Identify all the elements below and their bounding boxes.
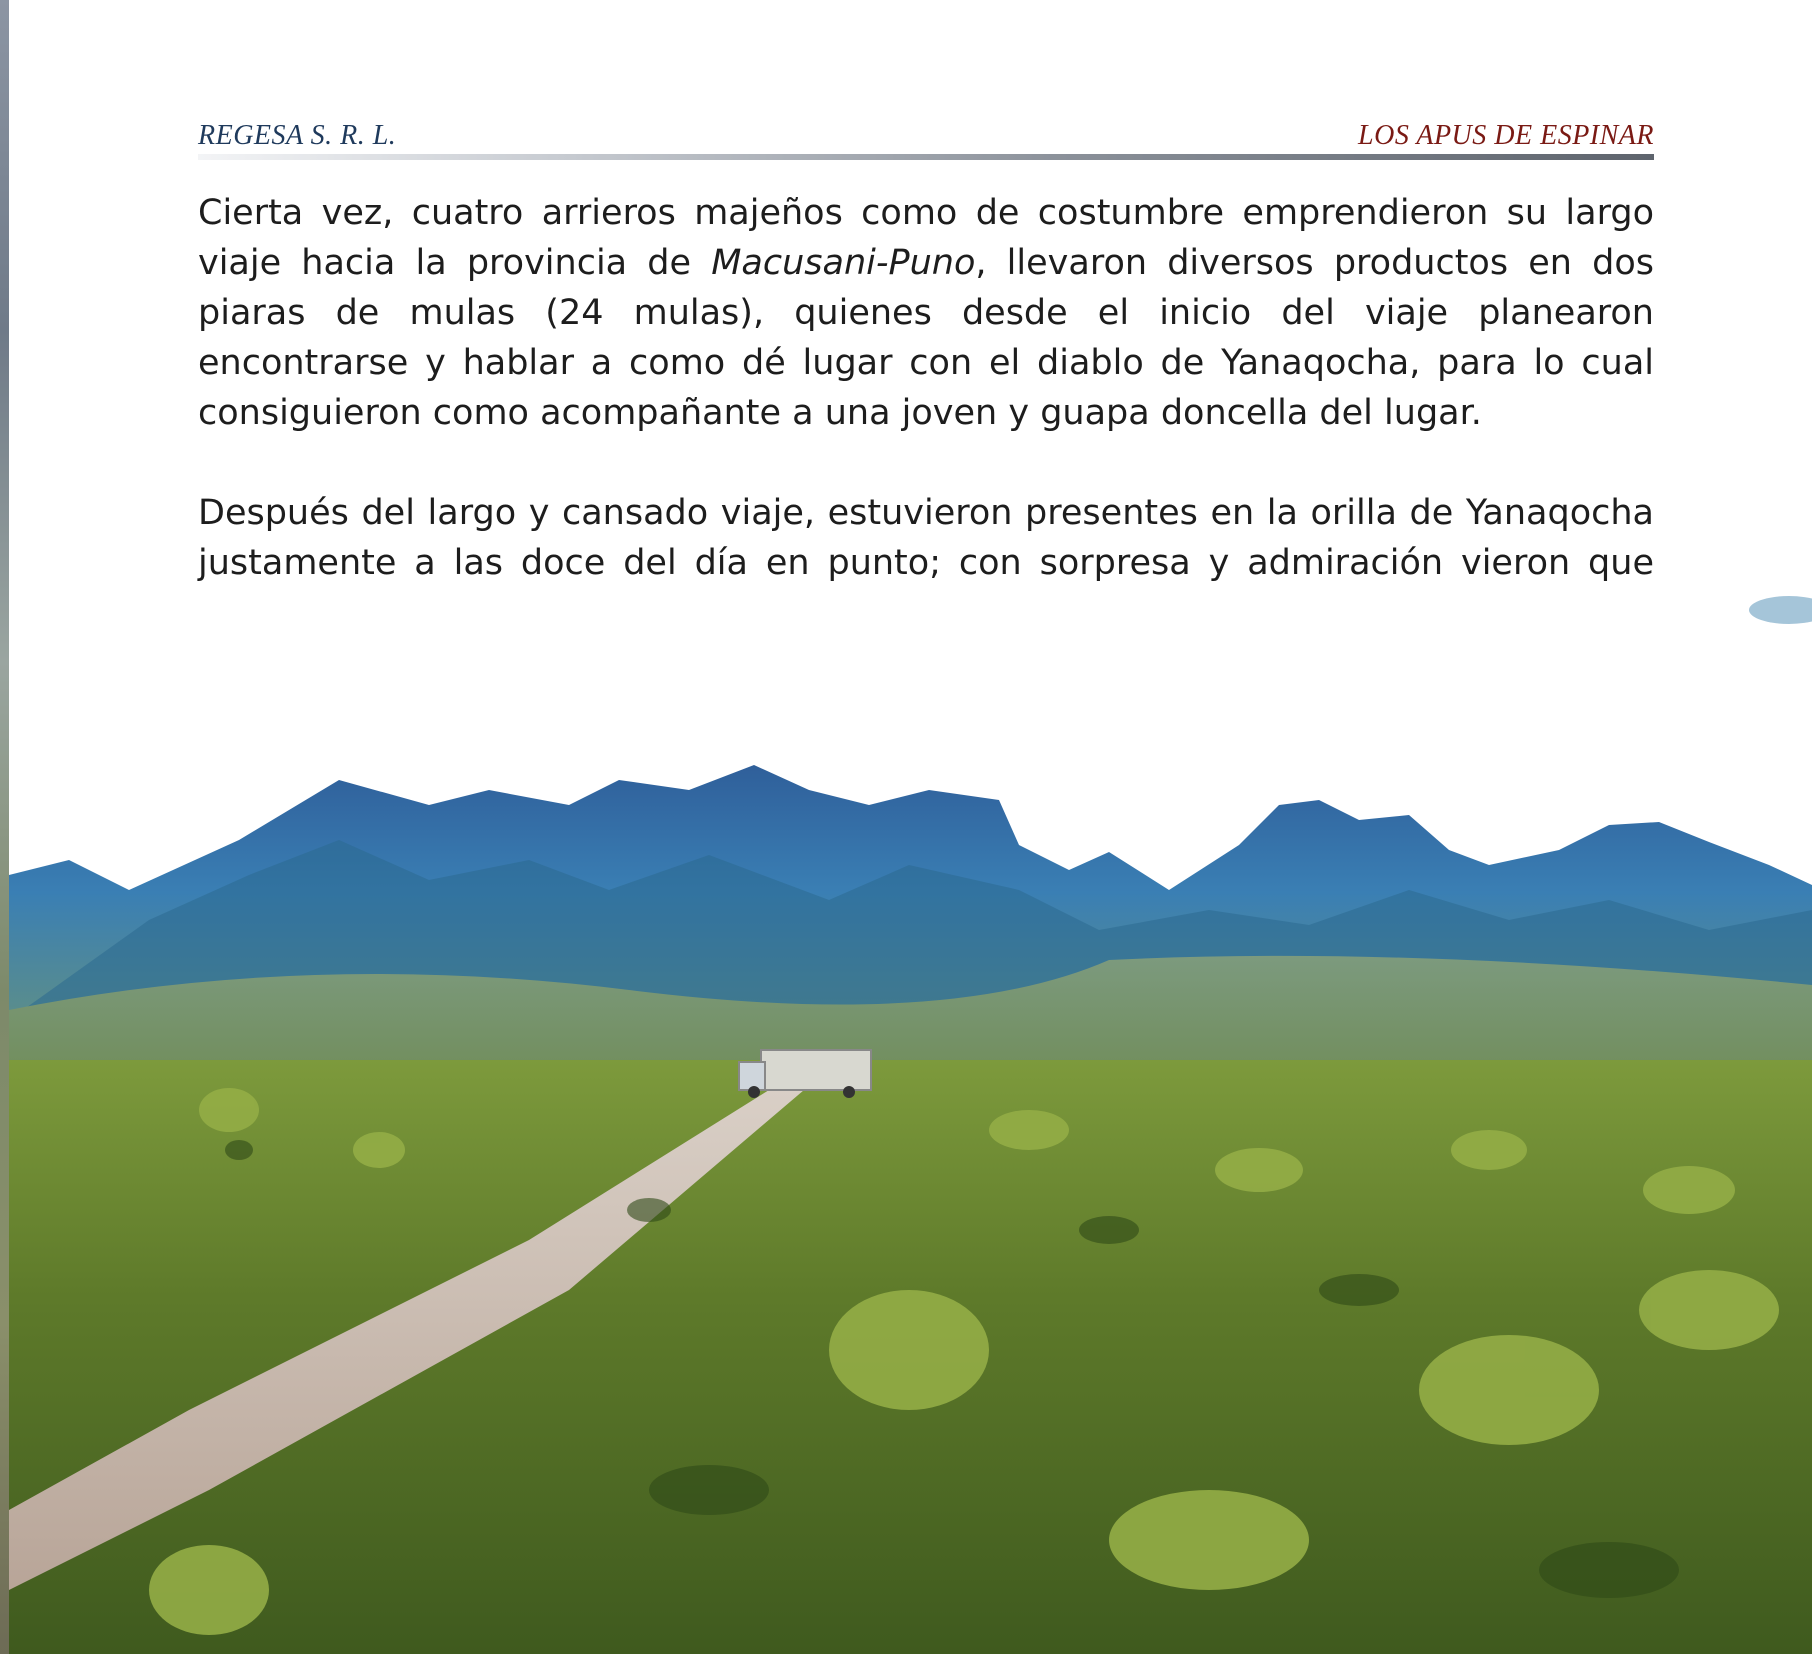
book-title: LOS APUS DE ESPINAR (1358, 120, 1654, 151)
page-header (198, 116, 1654, 156)
paragraph-2: Después del largo y cansado viaje, estuvieron presentes en la orilla de Yanaqocha justamente a las doce del día en punto; con sorpresa y admiración vieron que (198, 493, 1654, 583)
left-edge-photo-strip (0, 0, 9, 1654)
andean-landscape-illustration (9, 590, 1812, 1654)
place-name: Macusani-Puno (711, 243, 976, 283)
body-text (198, 188, 1654, 638)
header-rule (198, 154, 1654, 160)
publisher-name: REGESA S. R. L. (198, 120, 397, 151)
paragraph-1 (198, 188, 1654, 438)
paragraph-1-part-a: Cierta vez, cuatro arrieros majeños como de costumbre emprendieron su largo viaje hacia la provincia de (198, 193, 1654, 283)
paragraph-1-part-b: , llevaron diversos productos en dos piaras de mulas (24 mulas), quienes desde el inicio del viaje planearon encontrarse y hablar a como dé lugar con el diablo de Yanaqocha, para lo cual consiguieron como acompañante a una joven y guapa doncella del lugar. (198, 243, 1654, 433)
landscape-photo (9, 590, 1812, 1654)
